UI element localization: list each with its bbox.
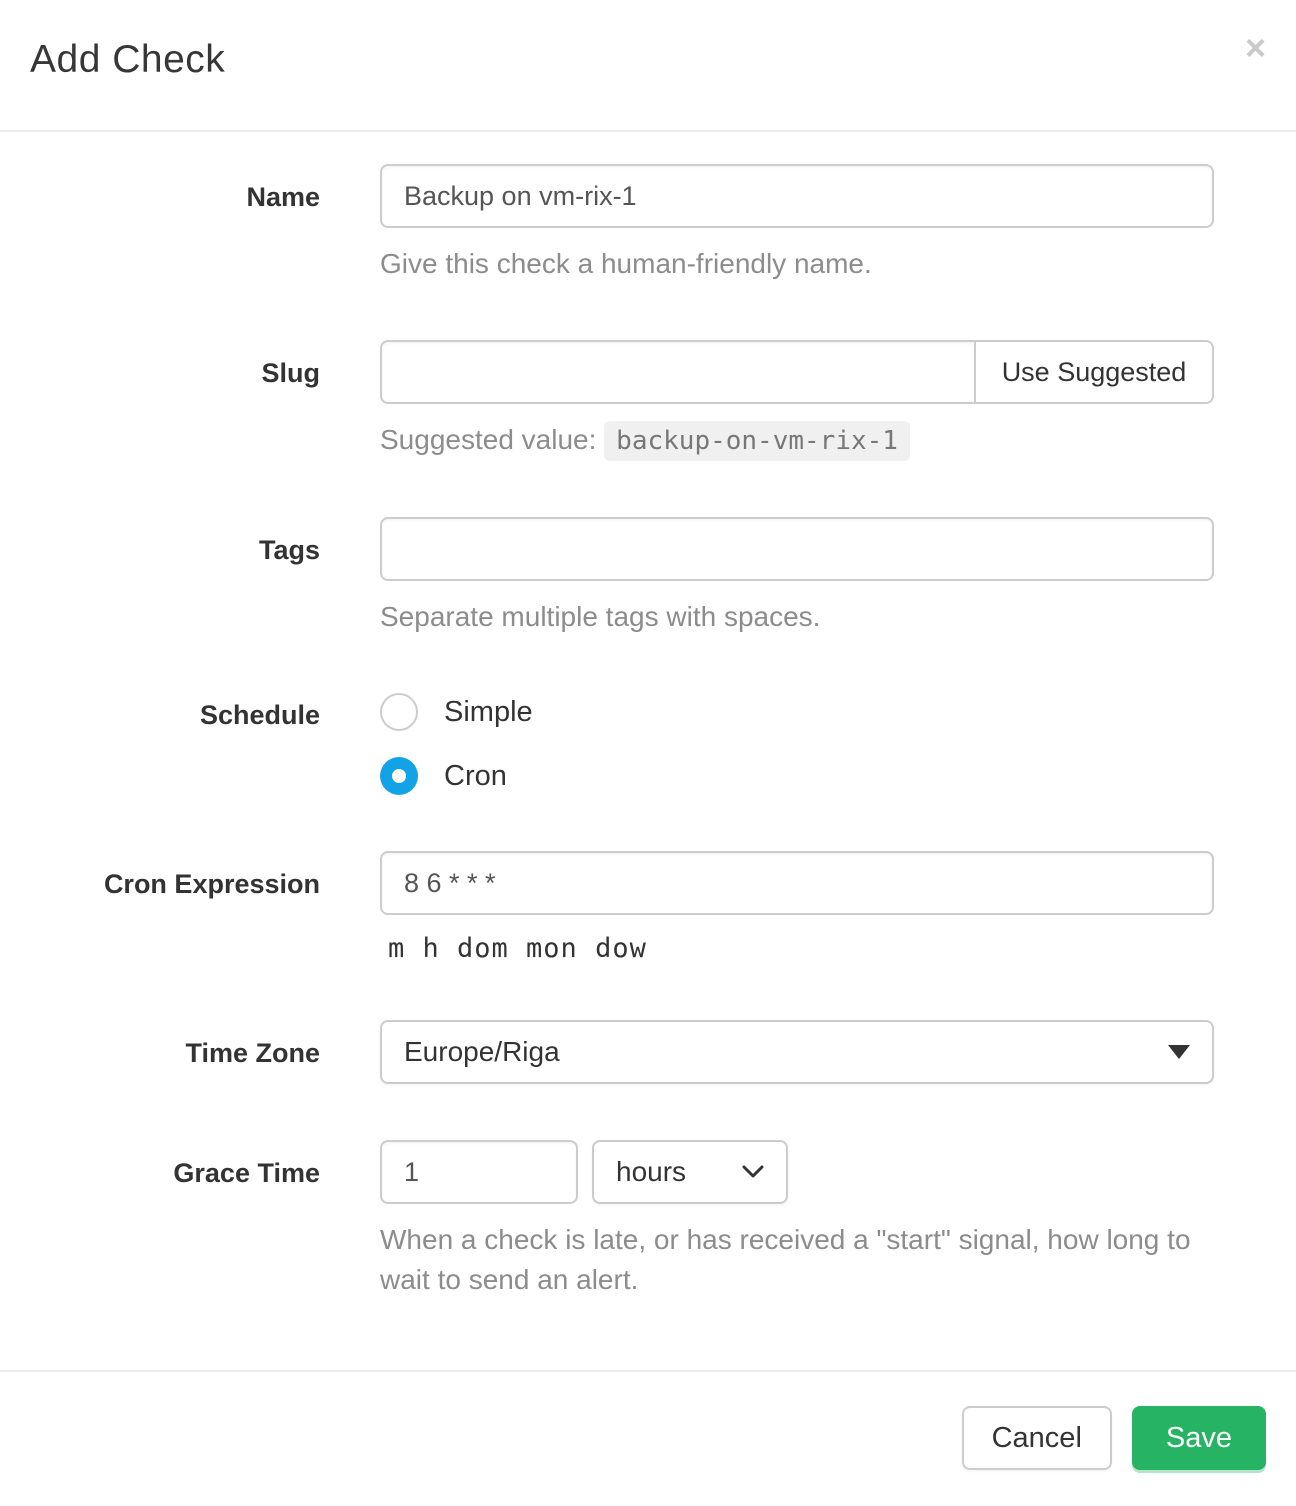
- schedule-field-group: [0, 693, 1214, 795]
- chevron-down-icon: [742, 1165, 764, 1179]
- grace-time-input[interactable]: [380, 1140, 578, 1204]
- name-field-group: [0, 164, 1214, 284]
- add-check-form: [0, 132, 1296, 1370]
- slug-field-group: [0, 340, 1214, 461]
- grace-time-controls: [380, 1140, 1214, 1204]
- slug-help: [380, 420, 1214, 461]
- timezone-select[interactable]: [380, 1020, 1214, 1084]
- schedule-option-simple[interactable]: [380, 693, 1214, 731]
- tags-label: Tags: [258, 535, 320, 565]
- tags-input[interactable]: [380, 517, 1214, 581]
- timezone-label: Time Zone: [185, 1038, 320, 1068]
- timezone-selected-value: Europe/Riga: [404, 1036, 560, 1067]
- radio-checked-icon[interactable]: [380, 757, 418, 795]
- slug-input[interactable]: [380, 340, 976, 404]
- save-button[interactable]: Save: [1132, 1406, 1266, 1470]
- modal-title: Add Check: [30, 38, 226, 81]
- cron-expression-label: Cron Expression: [103, 869, 320, 899]
- timezone-field-group: [0, 1020, 1214, 1084]
- use-suggested-button[interactable]: Use Suggested: [974, 340, 1214, 404]
- slug-label: Slug: [261, 358, 320, 388]
- slug-help-prefix: Suggested value:: [380, 424, 597, 455]
- schedule-label: Schedule: [199, 700, 320, 730]
- schedule-option-simple-label: Simple: [444, 695, 533, 728]
- grace-time-help: When a check is late, or has received a "start" signal, how long to wait to send an alert.: [380, 1224, 1191, 1295]
- grace-time-label: Grace Time: [173, 1158, 320, 1188]
- cron-fields-hint: m h dom mon dow: [388, 933, 647, 964]
- grace-unit-select[interactable]: [592, 1140, 788, 1204]
- name-label: Name: [246, 182, 320, 212]
- name-input[interactable]: [380, 164, 1214, 228]
- schedule-option-cron[interactable]: [380, 757, 1214, 795]
- grace-unit-selected-value: hours: [616, 1156, 687, 1187]
- caret-down-icon: [1168, 1045, 1190, 1059]
- tags-field-group: [0, 517, 1214, 637]
- grace-time-field-group: [0, 1140, 1214, 1300]
- modal-footer: [0, 1370, 1296, 1506]
- cancel-button[interactable]: Cancel: [962, 1406, 1112, 1470]
- name-help: Give this check a human-friendly name.: [380, 248, 872, 279]
- suggested-slug-value: backup-on-vm-rix-1: [604, 421, 910, 461]
- radio-unchecked-icon[interactable]: [380, 693, 418, 731]
- cron-expression-input[interactable]: [380, 851, 1214, 915]
- schedule-option-cron-label: Cron: [444, 759, 507, 792]
- tags-help: Separate multiple tags with spaces.: [380, 601, 821, 632]
- close-icon[interactable]: ×: [1244, 27, 1266, 68]
- modal-header: [0, 0, 1296, 132]
- cron-field-group: [0, 851, 1214, 964]
- slug-input-group: [380, 340, 1214, 404]
